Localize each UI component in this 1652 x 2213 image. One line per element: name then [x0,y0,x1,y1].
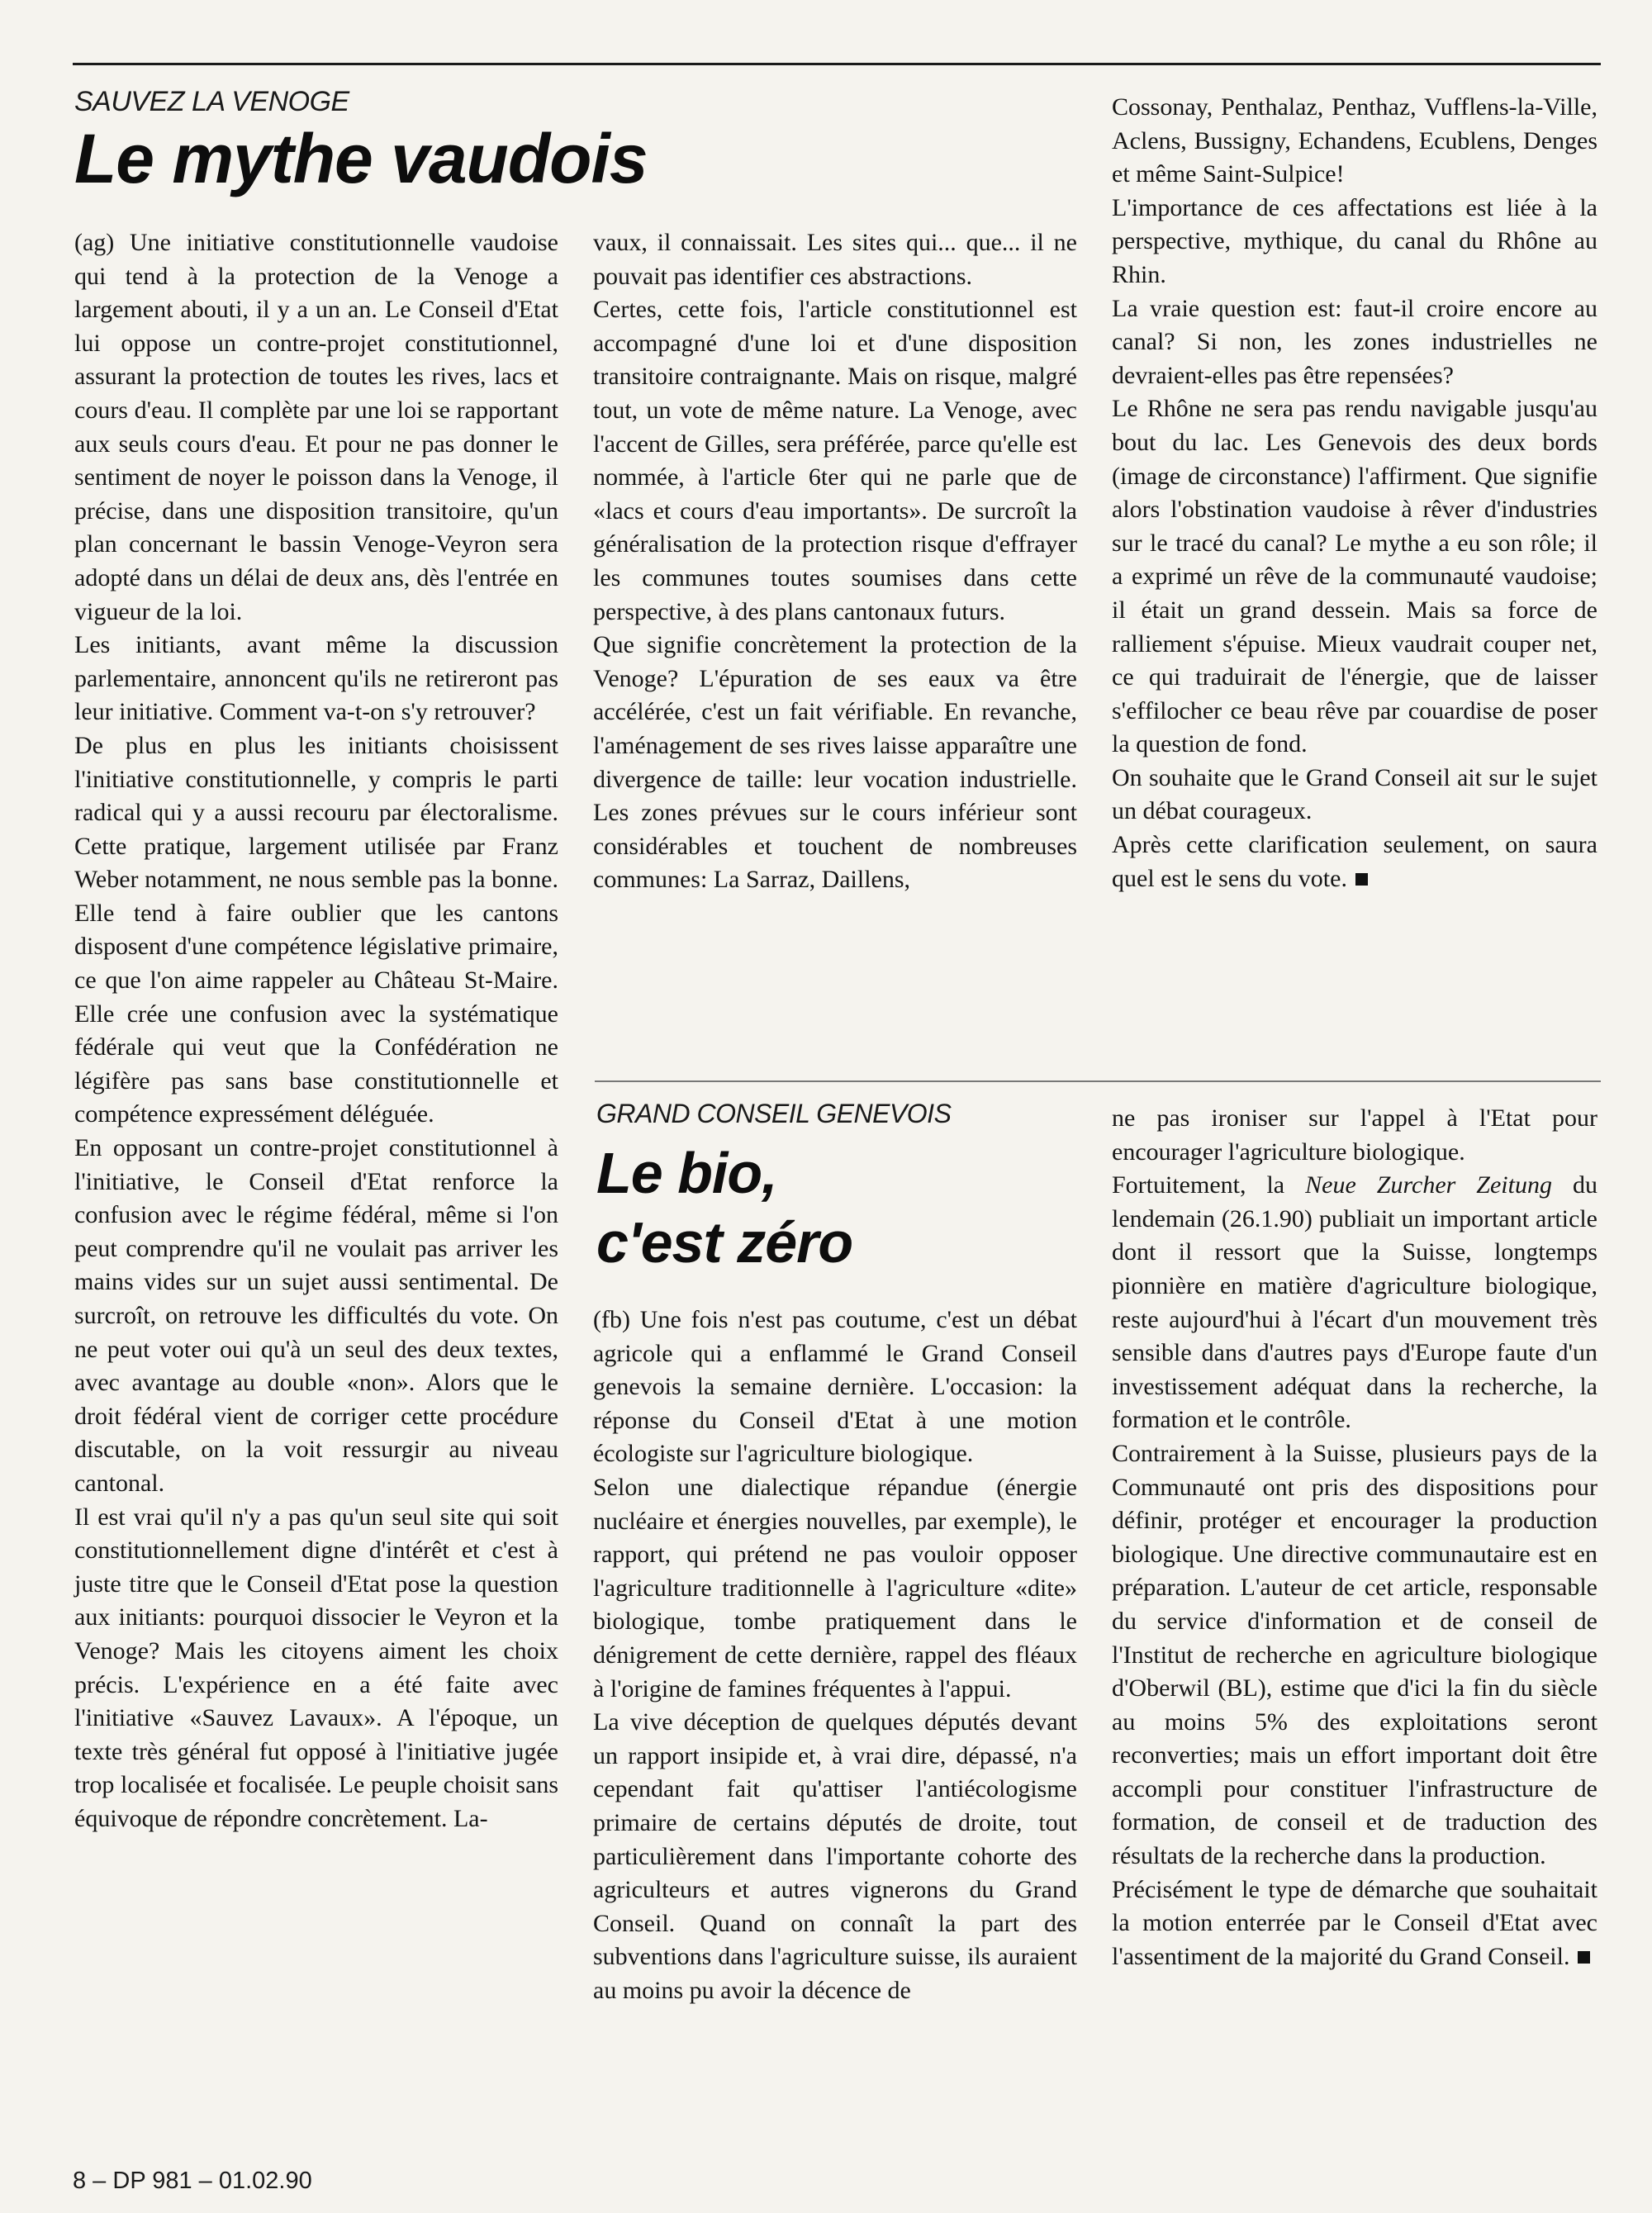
paragraph: vaux, il connaissait. Les sites qui... que... il ne pouvait pas identifier ces abstractions. [593,229,1077,290]
paragraph: Que signifie concrètement la protection de la Venoge? L'épuration de ses eaux va être accélérée, c'est un fait vérifiable. En revanche, l'aménagement de ses rives laisse apparaître une divergence de taille: leur vocation industrielle. Les zones prévues sur le cours inférieur sont considérables et touchent de nombreuses communes: La Sarraz, Daillens, [593,631,1077,894]
paragraph: De plus en plus les initiants choisissent l'initiative constitutionnelle, y compris le parti radical qui y a aussi recouru par électoralisme. Cette pratique, largement utilisée par Franz Weber notamment, ne nous semble pas la bonne. Elle tend à faire oublier que les cantons disposent d'une compétence législative primaire, ce que l'on aime rappeler au Château St-Maire. Elle crée une confusion avec la systématique fédérale qui veut que la Confédération ne légifère pas sans base constitutionnelle et compétence expressément déléguée. [74,731,558,1128]
page-folio: 8 – DP 981 – 01.02.90 [73,2168,312,2194]
paragraph-last [1112,829,1597,895]
article1-kicker: SAUVEZ LA VENOGE [74,86,349,117]
paragraph: Selon une dialectique répandue (énergie nucléaire et énergies nouvelles, par exemple), le rapport, qui prétend ne pas vouloir opposer l'agriculture traditionnelle à l'agriculture «dite» biologique, tombe pratiquement dans le dénigrement de cette dernière, rappel des fléaux à l'origine de famines fréquentes à l'appui. [593,1473,1077,1702]
article2-kicker: GRAND CONSEIL GENEVOIS [596,1099,952,1128]
paragraph: L'importance de ces affectations est liée à la perspective, mythique, du canal du Rhône au Rhin. [1112,193,1597,288]
newspaper-name: Neue Zurcher Zeitung [1305,1171,1552,1199]
paragraph: (ag) Une initiative constitutionnelle vaudoise qui tend à la protection de la Venoge a largement abouti, il y a un an. Le Conseil d'Etat lui oppose un contre-projet constitutionnel, assurant la protection de toutes les rives, lacs et cours d'eau. Il complète par une loi se rapportant aux seuls cours d'eau. Et pour ne pas donner le sentiment de noyer le poisson dans la Venoge, il précise, dans une disposition transitoire, qu'un plan concernant le bassin Venoge-Veyron sera adopté dans un délai de deux ans, dès l'entrée en vigueur de la loi. [74,229,558,625]
paragraph-text: du lendemain (26.1.90) publiait un important article dont il ressort que la Suisse, longtemps pionnière en matière d'agriculture biologique, reste aujourd'hui à l'écart d'un mouvement très sensible dans d'autres pays d'Europe faute d'un investissement adéquat dans la recherche, la formation et le contrôle. [1112,1171,1597,1434]
article2-column-3 [1112,1102,1597,1973]
article2-title-line2: c'est zéro [596,1210,853,1275]
section-divider [595,1080,1601,1082]
paragraph: ne pas ironiser sur l'appel à l'Etat pour encourager l'agriculture biologique. [1112,1104,1597,1166]
paragraph [1112,1169,1597,1437]
paragraph: La vive déception de quelques députés devant un rapport insipide et, à vrai dire, dépassé, n'a cependant fait qu'attiser l'antiécologisme primaire de certains députés de droite, tout particulièrement dans l'importante cohorte des agriculteurs et autres vignerons du Grand Conseil. Quand on connaît la part des subventions dans l'agriculture suisse, ils auraient au moins pu avoir la décence de [593,1708,1077,2004]
end-of-article-mark [1578,1951,1590,1964]
paragraph-text: Précisément le type de démarche que souhaitait la motion enterrée par le Conseil d'Etat avec l'assentiment de la majorité du Grand Conseil. [1112,1875,1597,1970]
paragraph: Cossonay, Penthalaz, Penthaz, Vufflens-la-Ville, Aclens, Bussigny, Echandens, Ecublens, Denges et même Saint-Sulpice! [1112,93,1597,188]
article2-column-2 [593,1304,1077,2007]
article1-title: Le mythe vaudois [74,120,648,197]
paragraph: Il est vrai qu'il n'y a pas qu'un seul site qui soit constitutionnellement digne d'intérêt et c'est à juste titre que le Conseil d'Etat pose la question aux initiants: pourquoi dissocier le Veyron et la Venoge? Mais les citoyens aiment les choix précis. L'expérience en a été faite avec l'initiative «Sauvez Lavaux». A l'époque, un texte très général fut opposé à l'initiative jugée trop localisée et focalisée. Le peuple choisit sans équivoque de répondre concrètement. La- [74,1503,558,1832]
paragraph: (fb) Une fois n'est pas coutume, c'est un débat agricole qui a enflammé le Grand Conseil genevois la semaine dernière. L'occasion: la réponse du Conseil d'Etat à une motion écologiste sur l'agriculture biologique. [593,1306,1077,1468]
article1-column-3 [1112,91,1597,895]
article2-title-line1: Le bio, [596,1141,777,1205]
top-rule [73,63,1601,65]
paragraph: Le Rhône ne sera pas rendu navigable jusqu'au bout du lac. Les Genevois des deux bords (image de circonstance) l'affirment. Que signifie alors l'obstination vaudoise à rêver d'industries sur le tracé du canal? Le mythe a eu son rôle; il a exprimé un rêve de la communauté vaudoise; il était un grand dessein. Mais sa force de ralliement s'épuise. Mieux vaudrait couper net, ce qui traduirait de l'énergie, que de laisser s'effilocher ce beau rêve par couardise de poser la question de fond. [1112,395,1597,758]
paragraph: Certes, cette fois, l'article constitutionnel est accompagné d'une loi et d'une disposition transitoire contraignante. Mais on risque, malgré tout, un vote de même nature. La Venoge, avec l'accent de Gilles, sera préférée, parce qu'elle est nommée, à l'article 6ter qui ne parle que de «lacs et cours d'eau importants». De surcroît la généralisation de la protection risque d'effrayer les communes toutes soumises dans cette perspective, à des plans cantonaux futurs. [593,296,1077,625]
paragraph: On souhaite que le Grand Conseil ait sur le sujet un débat courageux. [1112,763,1597,825]
paragraph: La vraie question est: faut-il croire encore au canal? Si non, les zones industrielles ne devraient-elles pas être repensées? [1112,294,1597,389]
paragraph: Contrairement à la Suisse, plusieurs pays de la Communauté ont pris des dispositions pour définir, protéger et encourager la production biologique. Une directive communautaire est en préparation. L'auteur de cet article, responsable du service d'information et de conseil de l'Institut de recherche en agriculture biologique d'Oberwil (BL), estime que d'ici la fin du siècle au moins 5% des exploitations seront reconverties; mais un effort important doit être accompli pour constituer l'infrastructure de formation, de conseil et de traduction des résultats de la recherche dans la production. [1112,1439,1597,1870]
paragraph-text: Après cette clarification seulement, on saura quel est le sens du vote. [1112,831,1597,892]
article1-column-2 [593,226,1077,897]
end-of-article-mark [1355,873,1368,886]
paragraph-last [1112,1873,1597,1974]
article1-column-1 [74,226,558,1836]
article2-title [596,1138,852,1277]
paragraph-text: Fortuitement, la [1112,1171,1306,1199]
paragraph: Les initiants, avant même la discussion parlementaire, annoncent qu'ils ne retireront pas leur initiative. Comment va-t-on s'y retrouver? [74,631,558,726]
paragraph: En opposant un contre-projet constitutionnel à l'initiative, le Conseil d'Etat renforce la confusion avec le régime fédéral, même si l'on peut comprendre qu'il ne voulait pas arriver les mains vides sur un sujet aussi sentimental. De surcroît, on retrouve les difficultés du vote. On ne peut voter oui qu'à un seul des deux textes, avec avantage au double «non». Alors que le droit fédéral vient de corriger cette procédure discutable, on la voit ressurgir au niveau cantonal. [74,1134,558,1497]
